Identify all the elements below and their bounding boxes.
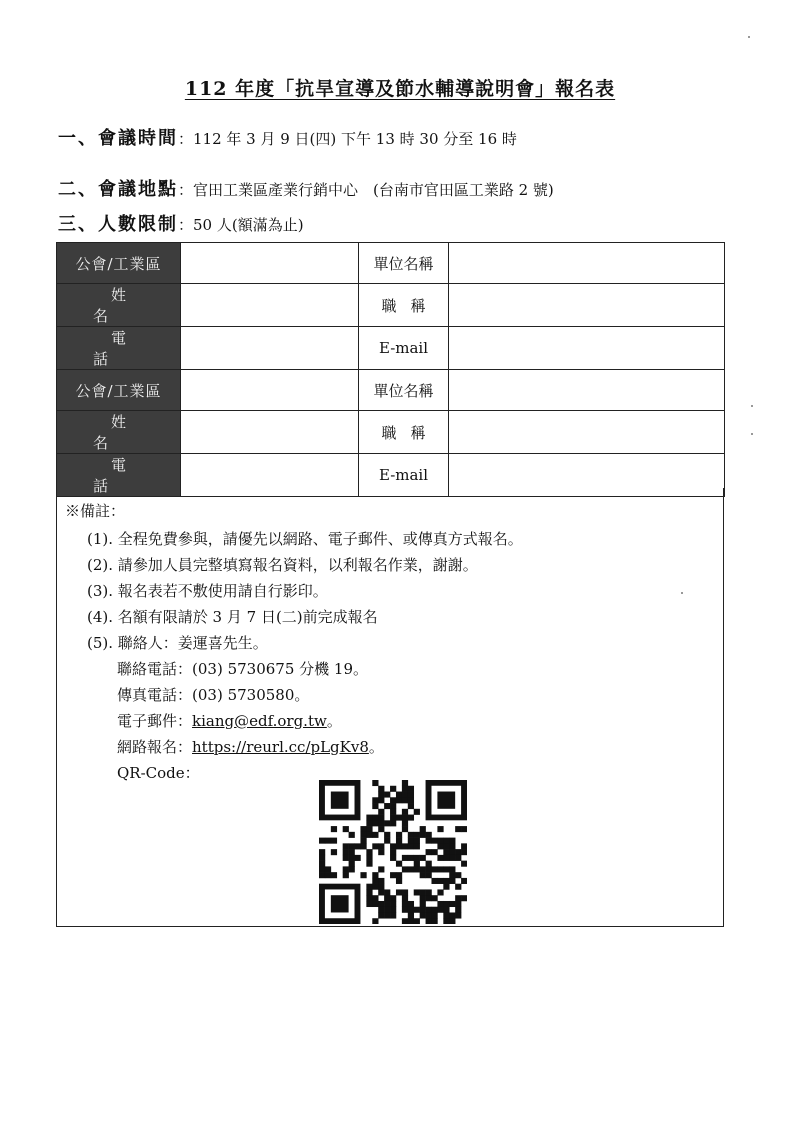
contact-fax-label: 傳真電話： [117,686,193,704]
contact-email-label: 電子郵件： [117,712,193,730]
phone-label-cell: 電話 [57,454,181,497]
meeting-time-label: 一、會議時間 [58,128,178,149]
note-item: (3). 報名表若不敷使用請自行影印。 [87,582,328,600]
phone-field[interactable] [181,327,359,370]
table-row [57,284,725,327]
table-row [57,243,725,284]
meeting-time [58,124,517,150]
scan-speck [751,405,753,407]
web-registration [117,736,384,757]
capacity-limit-value: ：50 人(額滿為止) [178,216,304,234]
contact-phone [117,658,368,679]
union-field[interactable] [181,370,359,411]
qr-code-icon[interactable] [319,780,467,928]
capacity-limit-label: 三、人數限制 [58,214,178,235]
union-label-cell: 公會/工業區 [57,243,181,284]
union-label-cell: 公會/工業區 [57,370,181,411]
web-registration-label: 網路報名： [117,738,193,756]
contact-phone-value: (03) 5730675 分機 19。 [192,660,369,678]
job-title-label-cell: 職稱 [359,284,449,327]
page-title: 112 年度「抗旱宣導及節水輔導說明會」報名表 [184,78,616,100]
scan-speck [751,433,753,435]
registration-table [56,242,725,497]
note-item: (2). 請參加人員完整填寫報名資料，以利報名作業，謝謝。 [87,556,478,574]
phone-label-cell: 電話 [57,327,181,370]
unit-field[interactable] [449,243,725,284]
unit-label-cell: 單位名稱 [359,243,449,284]
notes-section [56,488,724,927]
meeting-location [58,175,554,201]
scan-speck [748,36,750,38]
qr-code-label: QR-Code： [117,764,200,782]
contact-fax-value: (03) 5730580。 [192,686,310,704]
name-field[interactable] [181,411,359,454]
table-row [57,327,725,370]
email-label-cell: E-mail [359,327,449,370]
email-label-cell: E-mail [359,454,449,497]
capacity-limit [58,210,304,236]
meeting-location-label: 二、會議地點 [58,179,178,200]
table-row [57,370,725,411]
note-item: (1). 全程免費參與，請優先以網路、電子郵件、或傳真方式報名。 [87,530,523,548]
union-field[interactable] [181,243,359,284]
qr-code-graphic [319,780,467,924]
meeting-time-value: ：112 年 3 月 9 日(四) 下午 13 時 30 分至 16 時 [178,130,517,148]
contact-email-link[interactable]: kiang@edf.org.tw [192,712,327,730]
web-registration-suffix: 。 [368,738,384,756]
job-title-field[interactable] [449,284,725,327]
name-field[interactable] [181,284,359,327]
contact-email-suffix: 。 [326,712,342,730]
contact-fax [117,684,309,705]
scan-speck [681,592,683,594]
job-title-label-cell: 職稱 [359,411,449,454]
note-item: (5). 聯絡人：姜運喜先生。 [87,634,268,652]
web-registration-link[interactable]: https://reurl.cc/pLgKv8 [192,738,369,756]
table-row [57,411,725,454]
notes-header: ※備註： [65,502,126,520]
email-field[interactable] [449,327,725,370]
unit-field[interactable] [449,370,725,411]
contact-phone-label: 聯絡電話： [117,660,193,678]
name-label-cell: 姓名 [57,284,181,327]
note-item: (4). 名額有限請於 3 月 7 日(二)前完成報名 [87,608,378,626]
job-title-field[interactable] [449,411,725,454]
meeting-location-value: ：官田工業區產業行銷中心 (台南市官田區工業路 2 號) [178,181,554,199]
contact-email [117,710,342,731]
unit-label-cell: 單位名稱 [359,370,449,411]
name-label-cell: 姓名 [57,411,181,454]
